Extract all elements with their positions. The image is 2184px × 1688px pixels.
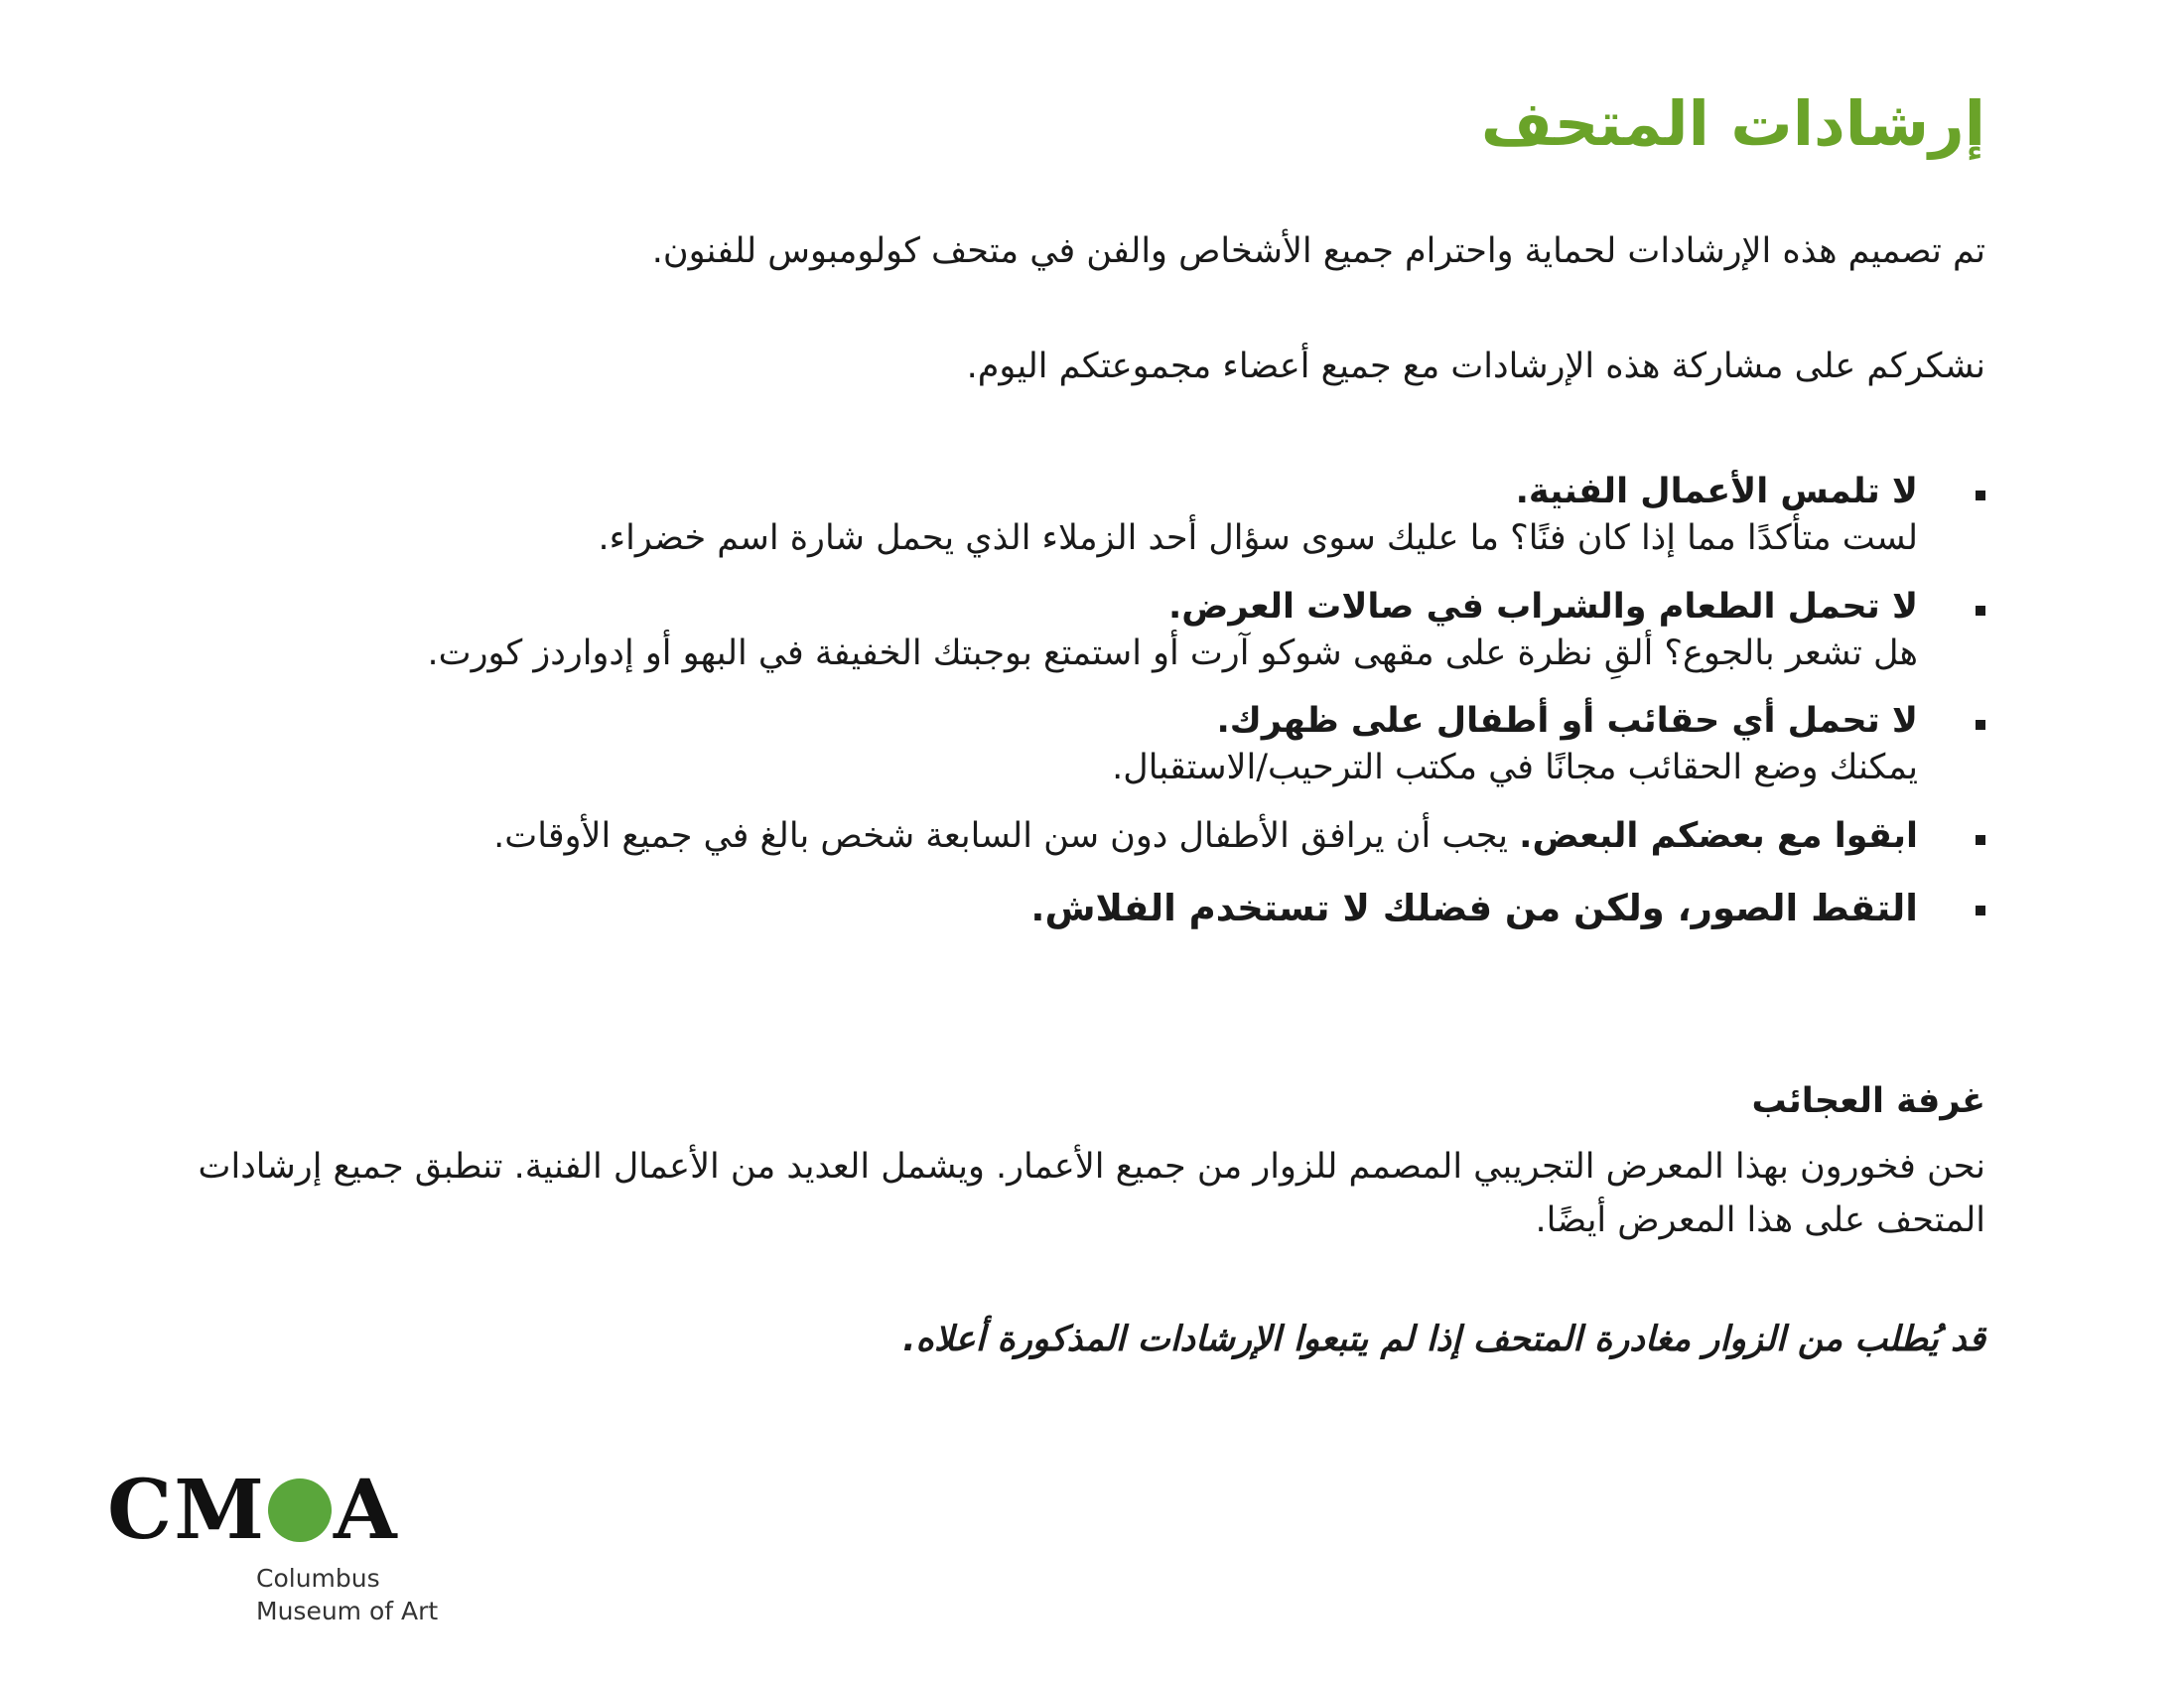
logo-line-2: Museum of Art: [256, 1596, 439, 1625]
bullet-icon: [1976, 835, 1985, 845]
logo-letter: C: [107, 1463, 175, 1558]
rule-description: يمكنك وضع الحقائب مجانًا في مكتب الترحيب/الاستقبال.: [1112, 748, 1918, 788]
rule-description: يجب أن يرافق الأطفال دون سن السابعة شخص بالغ في جميع الأوقات.: [493, 815, 1509, 856]
logo-letter: A: [334, 1463, 399, 1558]
rule-item: [99, 813, 1985, 860]
rule-item: [99, 884, 1985, 933]
wonder-room-body: نحن فخورون بهذا المعرض التجريبي المصمم للزوار من جميع الأعمار. ويشمل العديد من الأعمال الفنية. تنطبق جميع إرشادات المتحف على هذا المعرض أيضًا.: [198, 1147, 1985, 1241]
rule-title: ابقوا مع بعضكم البعض.: [1519, 815, 1918, 856]
rule-title: لا تلمس الأعمال الفنية.: [1515, 472, 1918, 511]
bullet-icon: [1976, 720, 1985, 730]
rule-item: [99, 584, 1985, 678]
rule-title: لا تحمل أي حقائب أو أطفال على ظهرك.: [1216, 701, 1918, 741]
logo-line-1: Columbus: [256, 1564, 380, 1593]
rule-title: التقط الصور، ولكن من فضلك لا تستخدم الفلاش.: [1030, 886, 1918, 929]
rule-description: لست متأكدًا مما إذا كان فنًا؟ ما عليك سوى سؤال أحد الزملاء الذي يحمل شارة اسم خضراء.: [598, 518, 1918, 559]
page-title: إرشادات المتحف: [1480, 87, 1985, 160]
cmoa-logo: [107, 1463, 465, 1638]
rule-description: هل تشعر بالجوع؟ ألقِ نظرة على مقهى شوكو آرت أو استمتع بوجبتك الخفيفة في البهو أو إدواردز كورت.: [427, 633, 1918, 673]
logo-letter: M: [174, 1463, 267, 1558]
rule-item: [99, 469, 1985, 563]
logo-wordmark: [256, 1563, 465, 1627]
intro-paragraph-1: تم تصميم هذه الإرشادات لحماية واحترام جميع الأشخاص والفن في متحف كولومبوس للفنون.: [651, 231, 1985, 271]
bullet-icon: [1976, 906, 1985, 915]
rules-list: [99, 469, 1985, 954]
wonder-room-heading: غرفة العجائب: [1751, 1081, 1985, 1121]
bullet-icon: [1976, 491, 1985, 500]
intro-paragraph-2: نشكركم على مشاركة هذه الإرشادات مع جميع أعضاء مجموعتكم اليوم.: [966, 347, 1985, 386]
bullet-icon: [1976, 606, 1985, 616]
rule-item: [99, 698, 1985, 792]
logo-mark: [107, 1463, 465, 1558]
rule-title: لا تحمل الطعام والشراب في صالات العرض.: [1167, 586, 1918, 627]
warning-note: قد يُطلب من الزوار مغادرة المتحف إذا لم يتبعوا الإرشادات المذكورة أعلاه.: [902, 1320, 1985, 1359]
logo-dot-icon: [268, 1478, 332, 1542]
